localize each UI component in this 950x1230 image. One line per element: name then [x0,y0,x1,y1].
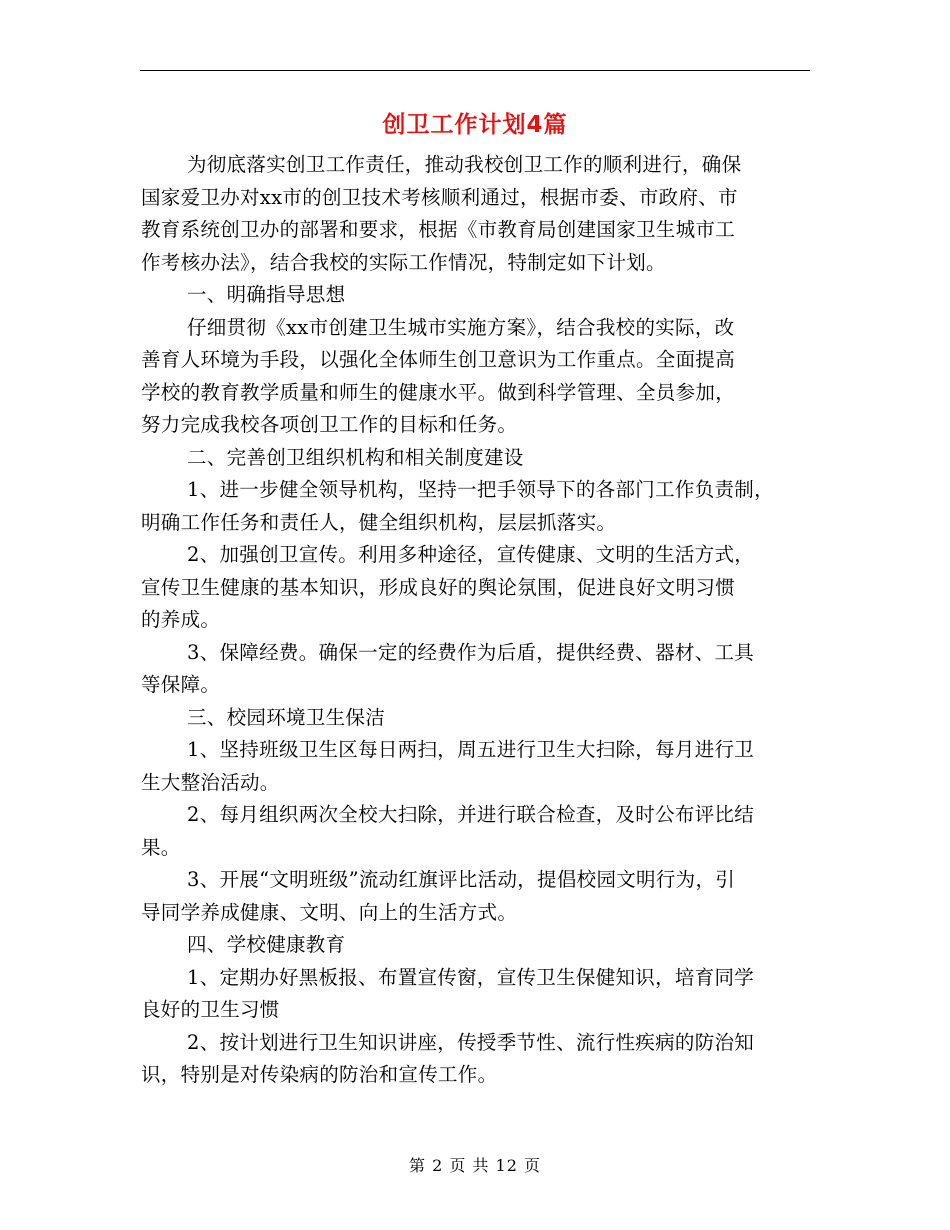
text-line: 3、保障经费。确保一定的经费作为后盾，提供经费、器材、工具 [187,640,755,664]
text-line: 国家爱卫办对xx市的创卫技术考核顺利通过，根据市委、市政府、市 [141,185,738,209]
text-line: 为彻底落实创卫工作责任，推动我校创卫工作的顺利进行，确保 [187,153,742,176]
text-line: 识，特别是对传染病的防治和宣传工作。 [141,1063,498,1086]
text-line: 教育系统创卫办的部署和要求，根据《市教育局创建国家卫生城市工 [141,218,736,241]
text-line: 2、按计划进行卫生知识讲座，传授季节性、流行性疾病的防治知 [187,1030,755,1054]
text-line: 等保障。 [141,673,221,696]
text-line: 四、学校健康教育 [187,933,346,956]
text-line: 仔细贯彻《xx市创建卫生城市实施方案》，结合我校的实际，改 [187,315,735,339]
text-line: 3、开展“文明班级”流动红旗评比活动，提倡校园文明行为，引 [187,868,736,891]
text-line: 生大整治活动。 [141,770,280,794]
text-line: 一、明确指导思想 [187,283,346,306]
text-line: 努力完成我校各项创卫工作的目标和任务。 [141,413,518,436]
text-line: 良好的卫生习惯 [141,998,280,1021]
text-line: 果。 [141,835,181,859]
text-line: 导同学养成健康、文明、向上的生活方式。 [141,900,518,924]
text-line: 1、进一步健全领导机构，坚持一把手领导下的各部门工作负责制， [187,478,774,501]
text-line: 善育人环境为手段，以强化全体师生创卫意识为工作重点。全面提高 [141,348,736,371]
text-line: 三、校园环境卫生保洁 [187,705,386,729]
text-line: 2、每月组织两次全校大扫除，并进行联合检查，及时公布评比结 [187,803,755,826]
text-line: 作考核办法》，结合我校的实际工作情况，特制定如下计划。 [141,250,666,274]
text-line: 1、坚持班级卫生区每日两扫，周五进行卫生大扫除，每月进行卫 [187,738,755,761]
document-title: 创卫工作计划4篇 [382,112,568,138]
text-line: 明确工作任务和责任人，健全组织机构，层层抓落实。 [141,510,617,534]
document-body [141,149,813,1092]
text-line: 1、定期办好黑板报、布置宣传窗，宣传卫生保健知识，培育同学 [187,965,755,989]
text-line: 学校的教育教学质量和师生的健康水平。做到科学管理、全员参加， [141,380,736,404]
header-rule [140,70,810,71]
text-line: 2、加强创卫宣传。利用多种途径，宣传健康、文明的生活方式， [187,543,755,566]
text-line: 的养成。 [141,608,221,631]
text-line: 宣传卫生健康的基本知识，形成良好的舆论氛围，促进良好文明习惯 [141,575,736,599]
text-line: 二、完善创卫组织机构和相关制度建设 [187,445,524,469]
page-footer: 第 2 页 共 12 页 [409,1156,541,1175]
